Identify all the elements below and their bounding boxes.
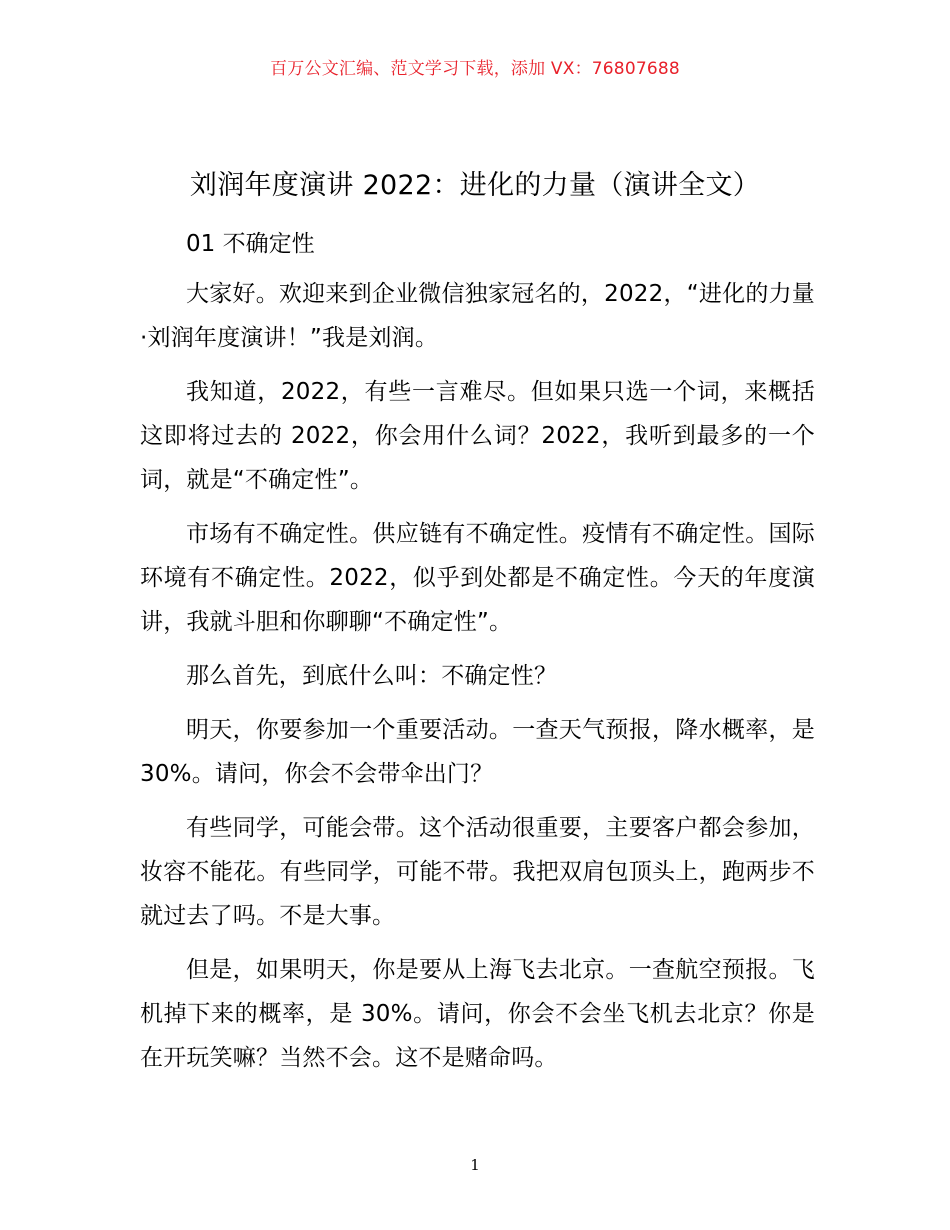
paragraph-flight: 但是，如果明天，你是要从上海飞去北京。一查航空预报。飞机掉下来的概率，是 30%。请问，你会不会坐飞机去北京？你是在开玩笑嘛？当然不会。这不是赌命吗。 bbox=[140, 957, 815, 1071]
section-heading: 01 不确定性 bbox=[186, 231, 315, 257]
page-number: 1 bbox=[470, 1156, 480, 1174]
paragraph-weather: 明天，你要参加一个重要活动。一查天气预报，降水概率，是 30%。请问，你会不会带伞出门？ bbox=[140, 717, 815, 787]
document-body bbox=[140, 226, 815, 1090]
paragraph-question: 那么首先，到底什么叫：不确定性？ bbox=[186, 663, 558, 689]
paragraph-uncertainty-examples: 市场有不确定性。供应链有不确定性。疫情有不确定性。国际环境有不确定性。2022，似乎到处都是不确定性。今天的年度演讲，我就斗胆和你聊聊“不确定性”。 bbox=[140, 521, 815, 635]
header-watermark: 百万公文汇编、范文学习下载，添加 VX：76807688 bbox=[270, 59, 680, 79]
document-title: 刘润年度演讲 2022：进化的力量（演讲全文） bbox=[189, 170, 761, 201]
paragraph-umbrella: 有些同学，可能会带。这个活动很重要，主要客户都会参加，妆容不能花。有些同学，可能不带。我把双肩包顶头上，跑两步不就过去了吗。不是大事。 bbox=[140, 815, 815, 929]
paragraph-greeting: 大家好。欢迎来到企业微信独家冠名的，2022，“进化的力量·刘润年度演讲！”我是刘润。 bbox=[140, 281, 815, 351]
paragraph-keyword: 我知道，2022，有些一言难尽。但如果只选一个词，来概括这即将过去的 2022，你会用什么词？2022，我听到最多的一个词，就是“不确定性”。 bbox=[140, 379, 815, 493]
